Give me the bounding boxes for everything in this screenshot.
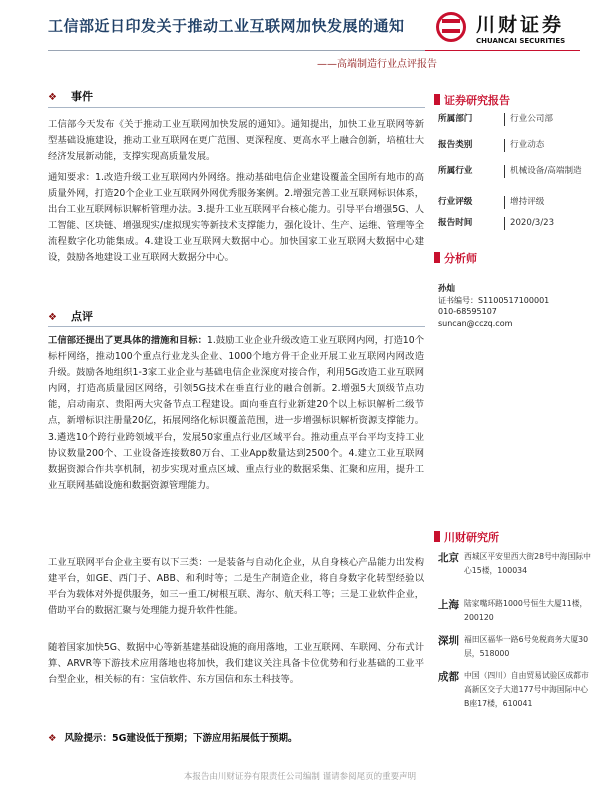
- office-city: 成都: [438, 671, 459, 683]
- info-value: 2020/3/23: [504, 217, 590, 230]
- info-key: 所属行业: [438, 166, 473, 176]
- diamond-icon: ❖: [48, 733, 57, 744]
- analyst-email[interactable]: suncan@cczq.com: [438, 319, 513, 328]
- section-divider: [48, 326, 425, 327]
- comment-paragraph-1: [48, 333, 424, 494]
- diamond-icon: ❖: [48, 92, 57, 103]
- report-subtitle: ——高端制造行业点评报告: [317, 59, 437, 70]
- red-mark-icon: [434, 94, 440, 105]
- analyst-cert: 证书编号：S1100517100001: [438, 296, 550, 305]
- info-key: 所属部门: [438, 114, 473, 124]
- header-divider-accent: [425, 50, 580, 51]
- brand-logo: [432, 6, 582, 50]
- logo-mark-icon: [436, 12, 466, 42]
- comment-paragraph-3: 随着国家加快5G、数据中心等新基建基础设施的商用落地，工业互联网、车联网、分布式计算、ARVR等下游技术应用落地也将加快，我们建议关注具备卡位优势和行业基础的工业平台型企业，相关标的有：宝信软件、东方国信和东土科技等。: [48, 642, 424, 686]
- sidebar-institute-title: 川财研究所: [444, 531, 499, 544]
- sidebar-institute-heading: [434, 529, 499, 545]
- diamond-icon: ❖: [48, 312, 57, 323]
- info-value: 机械设备/高端制造: [504, 165, 590, 178]
- office-city: 北京: [438, 552, 459, 564]
- sidebar-analyst-heading: [434, 250, 477, 266]
- header-divider: [48, 50, 425, 51]
- risk-text: 风险提示：5G建设低于预期；下游应用拓展低于预期。: [64, 733, 298, 744]
- info-key: 行业评级: [438, 197, 473, 207]
- sidebar-report-title: 证券研究报告: [444, 94, 510, 107]
- analyst-phone: 010-68595107: [438, 307, 497, 316]
- section-comment-title: 点评: [70, 310, 93, 323]
- sidebar-report-heading: [434, 92, 510, 108]
- comment-lead: 工信部还提出了更具体的措施和目标：: [48, 335, 207, 346]
- office-address: 中国（四川）自由贸易试验区成都市高新区交子大道177号中海国际中心B座17楼，610041: [464, 671, 589, 708]
- brand-name-cn: 川财证券: [476, 14, 565, 36]
- comment-paragraph-2: 工业互联网平台企业主要有以下三类：一是装备与自动化企业，从自身核心产品能力出发构建平台，如GE、西门子、ABB、和利时等；二是生产制造企业，将自身数字化转型经验以平台为载体对外提供服务，如三一重工/树根互联、海尔、航天科工等；三是工业软件企业，借助平台的数据汇聚与处理能力提升软件性能。: [48, 557, 424, 617]
- red-mark-icon: [434, 531, 440, 542]
- sidebar-analyst-title: 分析师: [444, 252, 477, 265]
- info-key: 报告时间: [438, 218, 473, 228]
- office-city: 上海: [438, 599, 459, 611]
- section-event-title: 事件: [70, 90, 93, 103]
- risk-warning: [48, 730, 297, 744]
- event-paragraph-1: 工信部今天发布《关于推动工业互联网加快发展的通知》。通知提出，加快工业互联网等新型基础设施建设，推动工业互联网在更广范围、更深程度、更高水平上融合创新，培植壮大经济发展新动能，支撑实现高质量发展。: [48, 119, 424, 163]
- report-title: 工信部近日印发关于推动工业互联网加快发展的通知: [48, 17, 405, 35]
- comment-body: 1.鼓励工业企业升级改造工业互联网内网，打造10个标杆网络，推动100个重点行业龙头企业、1000个地方骨干企业开展工业互联网内网改造升级。鼓励各地组织1-3家工业企业与基础电信企业深度对接合作，利用5G改造工业互联网内网，打造高质量园区网络，引领5G技术在垂直行业的融合创新。2.增强5大顶级节点功能，启动南京、贵阳两大灾备节点工程建设。面向垂直行业新建20个以上标识解析二级节点，新增标识注册量20亿，拓展网络化标识覆盖范围，进一步增强标识解析资源支撑能力。3.遴选10个跨行业跨领域平台，发展50家重点行业/区域平台。推动重点平台平均支持工业协议数量200个、工业设备连接数80万台、工业App数量达到2500个。4.建立工业互联网数据资源合作共享机制，初步实现对重点区域、重点行业的数据采集、汇聚和应用，提升工业互联网基础设施和数据资源管理能力。: [48, 335, 424, 491]
- office-address: 陆家嘴环路1000号恒生大厦11楼，200120: [464, 599, 588, 622]
- office-city: 深圳: [438, 635, 459, 647]
- info-key: 报告类别: [438, 140, 473, 150]
- footer-disclaimer: 本报告由川财证券有限责任公司编制 谨请参阅尾页的重要声明: [183, 772, 417, 782]
- event-paragraph-2: 通知要求：1.改造升级工业互联网内外网络。推动基础电信企业建设覆盖全国所有地市的高质量外网，打造20个企业工业互联网外网优秀服务案例。2.增强完善工业互联网标识体系，出台工业互联网标识解析管理办法。3.提升工业互联网平台核心能力。引导平台增强5G、人工智能、区块链、增强现实/虚拟现实等新技术支撑能力，强化设计、生产、运维、管理等全流程数字化功能集成。4.建设工业互联网大数据中心。加快国家工业互联网大数据中心建设，鼓励各地建设工业互联网大数据分中心。: [48, 172, 424, 264]
- office-address: 西城区平安里西大街28号中海国际中心15楼，100034: [464, 552, 591, 575]
- red-mark-icon: [434, 252, 440, 263]
- section-event-heading: [48, 88, 93, 104]
- analyst-name: 孙灿: [438, 284, 456, 294]
- brand-name-en: CHUANCAI SECURITIES: [476, 37, 566, 45]
- info-value: 行业动态: [504, 139, 590, 152]
- info-value: 增持评级: [504, 196, 590, 209]
- info-value: 行业公司部: [504, 113, 590, 126]
- office-address: 福田区福华一路6号免税商务大厦30层，518000: [464, 635, 589, 658]
- section-comment-heading: [48, 308, 93, 324]
- section-divider: [48, 107, 425, 108]
